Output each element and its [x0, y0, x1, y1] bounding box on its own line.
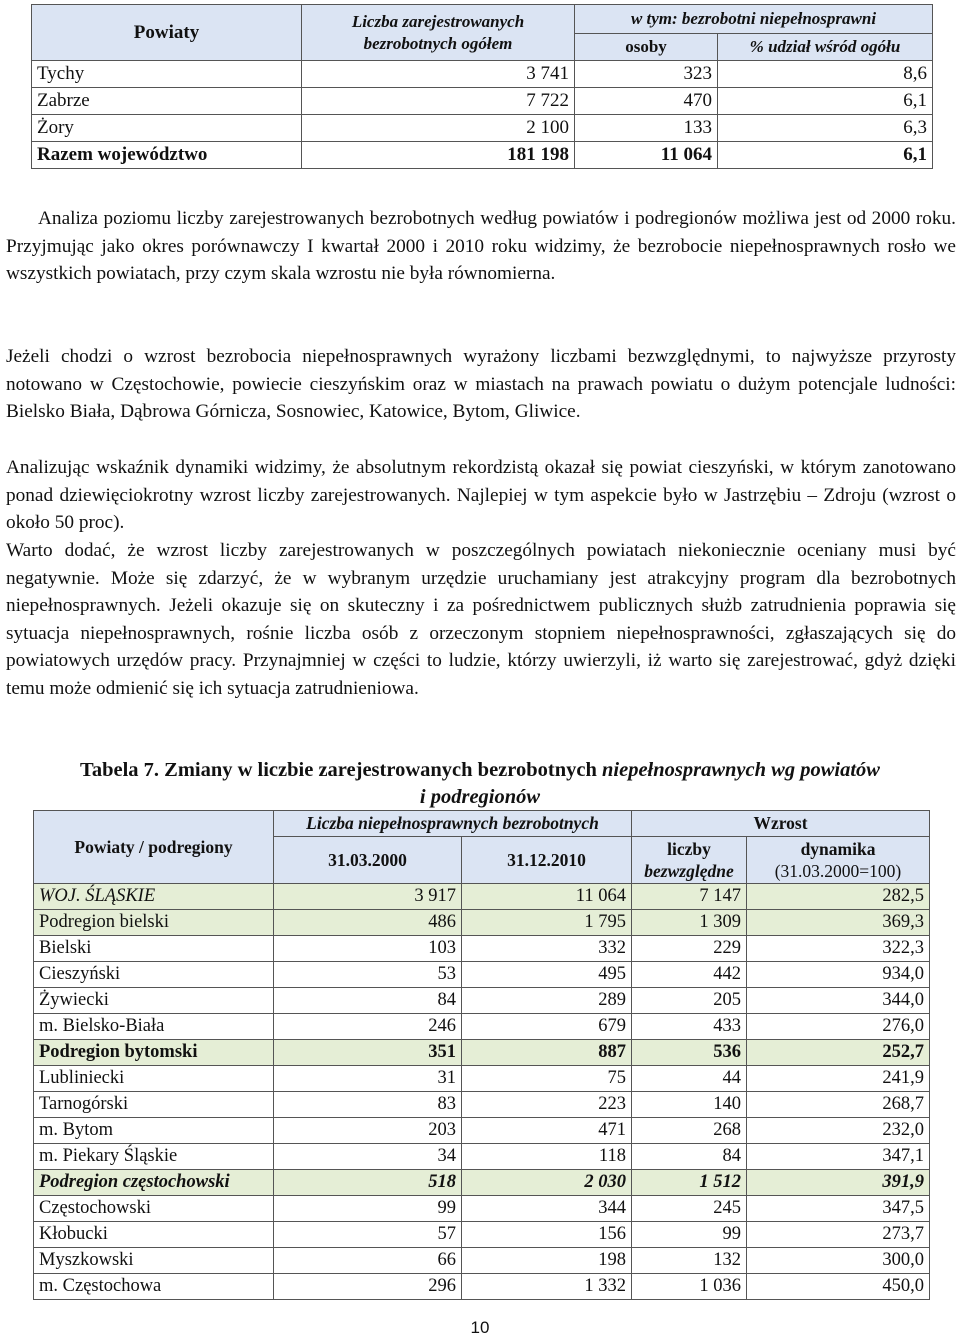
row-total: 3 741 — [302, 61, 575, 88]
row-abs: 245 — [632, 1196, 747, 1222]
row-name: WOJ. ŚLĄSKIE — [34, 884, 274, 910]
table-row — [34, 1222, 930, 1248]
row-name: m. Piekary Śląskie — [34, 1144, 274, 1170]
row-2000: 31 — [274, 1066, 462, 1092]
row-dyn: 934,0 — [747, 962, 930, 988]
t7-header-dynamika — [747, 837, 930, 884]
row-2010: 1 332 — [462, 1274, 632, 1300]
row-2000: 351 — [274, 1040, 462, 1066]
row-name: Lubliniecki — [34, 1066, 274, 1092]
table-unemployment-by-powiat — [31, 4, 933, 169]
table1-body — [32, 61, 933, 169]
paragraph-dynamics: Analizując wskaźnik dynamiki widzimy, że absolutnym rekordzistą okazał się powiat cieszyński, w którym zanotowano ponad dziewięciokrotny wzrost liczby zarejestrowanych. Najlepiej w tym aspekcie było w Jastrzębiu – Zdroju (wzrost o około 50 proc). — [6, 457, 956, 533]
table7-caption-prefix: Tabela 7. Zmiany w liczbie zarejestrowanych bezrobotnych — [80, 759, 603, 781]
table-row — [34, 1118, 930, 1144]
row-abs: 205 — [632, 988, 747, 1014]
table-row — [34, 910, 930, 936]
row-name: m. Bytom — [34, 1118, 274, 1144]
row-2010: 2 030 — [462, 1170, 632, 1196]
row-name: Tychy — [32, 61, 302, 88]
row-dyn: 369,3 — [747, 910, 930, 936]
row-name: Cieszyński — [34, 962, 274, 988]
row-name: Podregion bielski — [34, 910, 274, 936]
row-dyn: 344,0 — [747, 988, 930, 1014]
row-name: Tarnogórski — [34, 1092, 274, 1118]
row-abs: 7 147 — [632, 884, 747, 910]
paragraph-interpretation: Warto dodać, że wzrost liczby zarejestrowanych w poszczególnych powiatach niekoniecznie oceniany musi być negatywnie. Może się zdarzyć, że w wybranym urzędzie uruchamiany jest atrakcyjny program dla bezrobotnych niepełnosprawnych. Jeżeli okazuje się on skuteczny i za pośrednictwem publicznych służb zatrudnienia poprawia się sytuacja niepełnosprawnych, rośnie liczba osób z orzeczonym stopniem niepełnosprawności, zgłaszających się do powiatowych urzędów pracy. Przynajmniej w części to ludzie, którzy uwierzyli, iż warto się zarejestrować, gdyż dzięki temu może odmienić się ich sytuacja zatrudnieniowa. — [6, 540, 956, 699]
row-2000: 34 — [274, 1144, 462, 1170]
row-name: Częstochowski — [34, 1196, 274, 1222]
row-2000: 53 — [274, 962, 462, 988]
table-row — [32, 61, 933, 88]
row-2000: 66 — [274, 1248, 462, 1274]
row-dyn: 450,0 — [747, 1274, 930, 1300]
t7-header-dynamika-line1: dynamika — [800, 839, 876, 859]
row-2010: 332 — [462, 936, 632, 962]
row-2010: 11 064 — [462, 884, 632, 910]
row-name: Podregion bytomski — [34, 1040, 274, 1066]
row-2010: 118 — [462, 1144, 632, 1170]
t7-header-liczba: Liczba niepełnosprawnych bezrobotnych — [274, 811, 632, 837]
t7-header-dynamika-line2: (31.03.2000=100) — [774, 861, 902, 881]
table-row — [34, 1066, 930, 1092]
table7-caption-italic: niepełnosprawnych wg powiatów — [602, 759, 880, 781]
header-powiaty: Powiaty — [32, 5, 302, 61]
row-dyn: 322,3 — [747, 936, 930, 962]
t7-header-2010: 31.12.2010 — [462, 837, 632, 884]
row-2000: 246 — [274, 1014, 462, 1040]
row-dyn: 300,0 — [747, 1248, 930, 1274]
row-dyn: 282,5 — [747, 884, 930, 910]
table-row — [34, 988, 930, 1014]
row-2010: 156 — [462, 1222, 632, 1248]
row-abs: 268 — [632, 1118, 747, 1144]
row-name: Bielski — [34, 936, 274, 962]
row-abs: 1 309 — [632, 910, 747, 936]
header-liczba-line1: Liczba zarejestrowanych — [351, 11, 525, 31]
table-row — [34, 1040, 930, 1066]
row-osoby: 133 — [575, 115, 718, 142]
row-dyn: 391,9 — [747, 1170, 930, 1196]
table7-caption — [0, 757, 960, 811]
row-2010: 344 — [462, 1196, 632, 1222]
row-2000: 296 — [274, 1274, 462, 1300]
t7-header-liczby — [632, 837, 747, 884]
row-name: Kłobucki — [34, 1222, 274, 1248]
row-abs: 442 — [632, 962, 747, 988]
row-2010: 471 — [462, 1118, 632, 1144]
t7-header-liczby-line2: bezwzględne — [644, 861, 734, 881]
table-row — [34, 936, 930, 962]
table-row — [34, 1170, 930, 1196]
total-udzial: 6,1 — [718, 142, 933, 169]
header-udzial: % udział wśród ogółu — [718, 34, 933, 61]
row-dyn: 252,7 — [747, 1040, 930, 1066]
row-2010: 75 — [462, 1066, 632, 1092]
table-row — [32, 115, 933, 142]
row-name: Podregion częstochowski — [34, 1170, 274, 1196]
table7-body — [34, 884, 930, 1300]
paragraph-absolute-growth: Jeżeli chodzi o wzrost bezrobocia niepełnosprawnych wyrażony liczbami bezwzględnymi, to najwyższe przyrosty notowano w Częstochowie, powiecie cieszyńskim oraz w miastach na prawach powiatu o dużym potencjale ludności: Bielsko Biała, Dąbrowa Górnicza, Sosnowiec, Katowice, Bytom, Gliwice. — [6, 346, 956, 422]
table-row — [34, 1092, 930, 1118]
row-dyn: 268,7 — [747, 1092, 930, 1118]
header-osoby: osoby — [575, 34, 718, 61]
row-2000: 518 — [274, 1170, 462, 1196]
header-liczba-line2: bezrobotnych ogółem — [363, 33, 513, 53]
table-row — [34, 1144, 930, 1170]
row-abs: 44 — [632, 1066, 747, 1092]
row-2000: 57 — [274, 1222, 462, 1248]
row-2010: 223 — [462, 1092, 632, 1118]
row-dyn: 347,1 — [747, 1144, 930, 1170]
row-dyn: 273,7 — [747, 1222, 930, 1248]
table-row — [34, 1014, 930, 1040]
header-liczba — [302, 5, 575, 61]
row-name: Zabrze — [32, 88, 302, 115]
table-total-row — [32, 142, 933, 169]
row-abs: 536 — [632, 1040, 747, 1066]
row-2000: 83 — [274, 1092, 462, 1118]
row-name: Żywiecki — [34, 988, 274, 1014]
table-row — [32, 88, 933, 115]
row-2000: 103 — [274, 936, 462, 962]
row-2000: 203 — [274, 1118, 462, 1144]
row-2000: 486 — [274, 910, 462, 936]
row-dyn: 347,5 — [747, 1196, 930, 1222]
row-2000: 3 917 — [274, 884, 462, 910]
row-abs: 1 512 — [632, 1170, 747, 1196]
row-udzial: 8,6 — [718, 61, 933, 88]
row-abs: 140 — [632, 1092, 747, 1118]
table7-disabled-unemployed-changes — [33, 810, 930, 1300]
table-row — [34, 1196, 930, 1222]
total-osoby: 11 064 — [575, 142, 718, 169]
row-abs: 99 — [632, 1222, 747, 1248]
row-total: 7 722 — [302, 88, 575, 115]
row-dyn: 232,0 — [747, 1118, 930, 1144]
t7-header-powiaty: Powiaty / podregiony — [34, 811, 274, 884]
row-name: Żory — [32, 115, 302, 142]
row-2010: 198 — [462, 1248, 632, 1274]
paragraph-analysis-intro: Analiza poziomu liczby zarejestrowanych bezrobotnych według powiatów i podregionów możliwa jest od 2000 roku. Przyjmując jako okres porównawczy I kwartał 2000 i 2010 roku widzimy, że bezrobocie niepełnosprawnych rosło we wszystkich powiatach, przy czym skala wzrostu nie była równomierna. — [6, 208, 956, 284]
row-name: m. Bielsko-Biała — [34, 1014, 274, 1040]
t7-header-wzrost: Wzrost — [632, 811, 930, 837]
table7-caption-line2: i podregionów — [419, 786, 541, 808]
row-udzial: 6,3 — [718, 115, 933, 142]
row-osoby: 470 — [575, 88, 718, 115]
row-abs: 1 036 — [632, 1274, 747, 1300]
row-2000: 84 — [274, 988, 462, 1014]
header-w-tym: w tym: bezrobotni niepełnosprawni — [575, 5, 933, 34]
row-osoby: 323 — [575, 61, 718, 88]
row-2010: 289 — [462, 988, 632, 1014]
row-name: Myszkowski — [34, 1248, 274, 1274]
row-2000: 99 — [274, 1196, 462, 1222]
row-abs: 433 — [632, 1014, 747, 1040]
table-row — [34, 1248, 930, 1274]
row-2010: 495 — [462, 962, 632, 988]
row-abs: 229 — [632, 936, 747, 962]
row-abs: 132 — [632, 1248, 747, 1274]
row-total: 2 100 — [302, 115, 575, 142]
t7-header-liczby-line1: liczby — [667, 839, 711, 859]
table-row — [34, 962, 930, 988]
t7-header-2000: 31.03.2000 — [274, 837, 462, 884]
row-2010: 1 795 — [462, 910, 632, 936]
total-name: Razem województwo — [32, 142, 302, 169]
row-abs: 84 — [632, 1144, 747, 1170]
total-total: 181 198 — [302, 142, 575, 169]
table-row — [34, 884, 930, 910]
row-2010: 887 — [462, 1040, 632, 1066]
row-dyn: 241,9 — [747, 1066, 930, 1092]
row-dyn: 276,0 — [747, 1014, 930, 1040]
row-2010: 679 — [462, 1014, 632, 1040]
table-row — [34, 1274, 930, 1300]
row-name: m. Częstochowa — [34, 1274, 274, 1300]
page-number: 10 — [470, 1318, 490, 1337]
row-udzial: 6,1 — [718, 88, 933, 115]
